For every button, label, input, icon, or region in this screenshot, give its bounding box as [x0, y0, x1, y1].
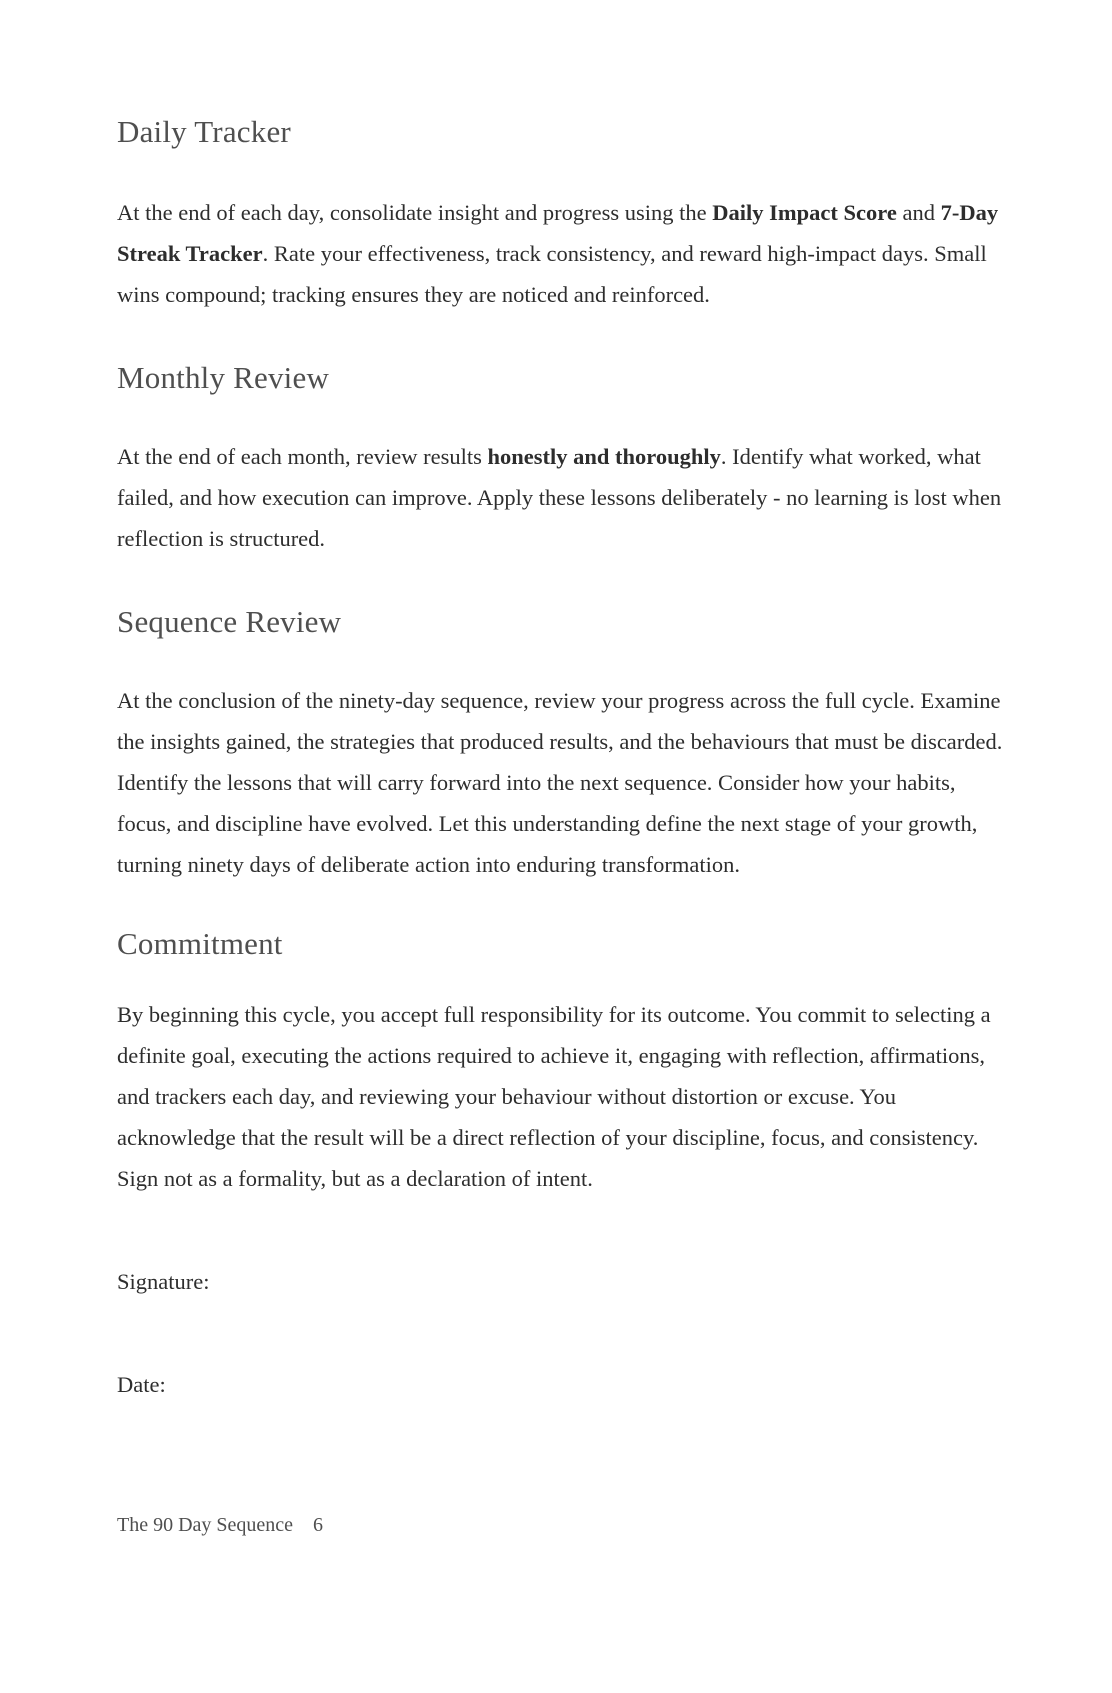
section-commitment: [117, 925, 1004, 1199]
text-run-bold: 7-Day Streak Tracker: [117, 200, 999, 266]
text-run: . Identify what worked, what failed, and how execution can improve. Apply these lessons deliberately - no learning is lost when reflection is structured.: [117, 444, 1002, 551]
text-run: and: [896, 200, 941, 225]
text-run: At the end of each day, consolidate insight and progress using the: [117, 200, 713, 225]
footer-book-title: The 90 Day Sequence: [117, 1514, 294, 1536]
signature-label: Signature:: [117, 1269, 210, 1294]
text-run: At the end of each month, review results: [117, 444, 488, 469]
section-sequence-review: [117, 603, 1004, 885]
footer-page-number: 6: [313, 1514, 324, 1536]
section-paragraph: [117, 436, 1004, 559]
text-run: By beginning this cycle, you accept full responsibility for its outcome. You commit to selecting a definite goal, executing the actions required to achieve it, engaging with reflection, affirmations, and trackers each day, and reviewing your behaviour without distortion or excuse. You acknowledge that the result will be a direct reflection of your discipline, focus, and consistency. Sign not as a formality, but as a declaration of intent.: [117, 1002, 991, 1191]
date-label: Date:: [117, 1372, 166, 1397]
page-footer: [117, 1510, 1004, 1540]
section-monthly-review: [117, 359, 1004, 559]
text-run-bold: Daily Impact Score: [712, 200, 897, 225]
section-paragraph: [117, 680, 1004, 885]
text-run: At the conclusion of the ninety-day sequence, review your progress across the full cycle. Examine the insights gained, the strategies that produced results, and the behaviours that must be discarded. Identify the lessons that will carry forward into the next sequence. Consider how your habits, focus, and discipline have evolved. Let this understanding define the next stage of your growth, turning ninety days of deliberate action into enduring transformation.: [117, 688, 1003, 877]
section-heading: Monthly Review: [117, 360, 330, 395]
text-run-bold: honestly and thoroughly: [487, 444, 721, 469]
section-heading: Commitment: [117, 926, 283, 961]
section-heading: Daily Tracker: [117, 114, 291, 149]
section-daily-tracker: [117, 113, 1004, 315]
text-run: . Rate your effectiveness, track consistency, and reward high-impact days. Small wins compound; tracking ensures they are noticed and reinforced.: [117, 241, 987, 307]
section-paragraph: [117, 192, 1004, 315]
page-content: [117, 113, 1004, 1540]
section-heading: Sequence Review: [117, 604, 342, 639]
section-paragraph: [117, 994, 1004, 1199]
